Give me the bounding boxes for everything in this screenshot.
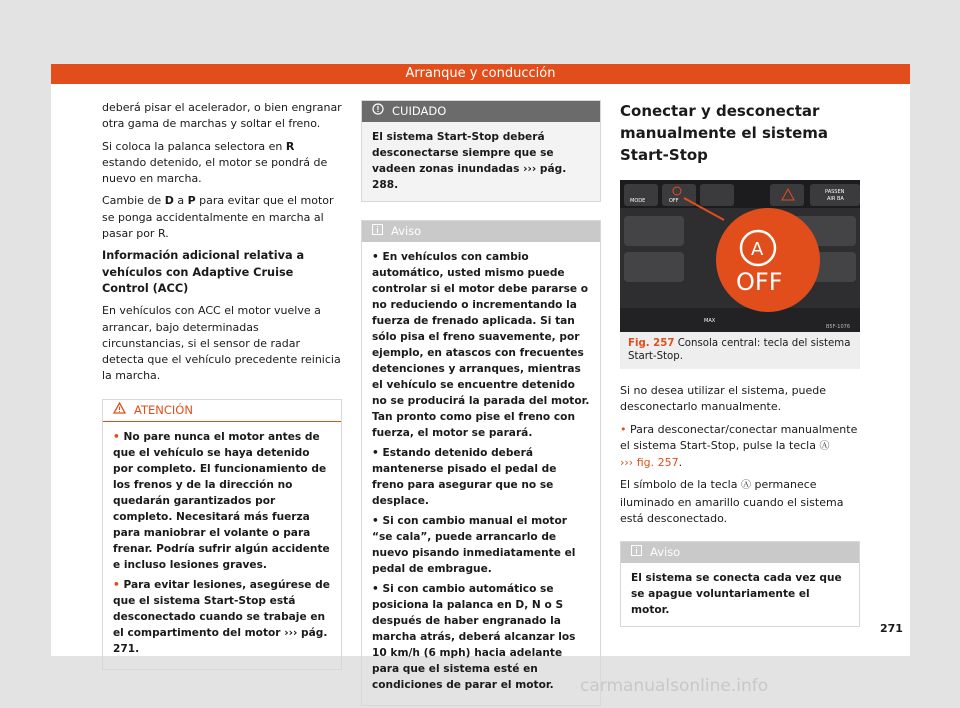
bullet-icon: • [113,430,120,443]
paragraph: Cambie de D a P para evitar que el motor se ponga accidentalmente en marcha al pasar por R. [102,194,334,241]
notice-header [621,542,859,563]
caution-box [361,100,601,202]
figure-link[interactable]: ››› fig. 257 [620,456,679,470]
notice-item: • En vehículos con cambio automático, usted mismo puede controlar si el motor debe pararse o no reduciendo o incrementando la fuerza de frenado aplicada. Si tan sólo pisa el freno suavemente, por ejemplo, en atascos con frecuentes detenciones y arranques, mientras el vehículo se encuentre detenido no se producirá la parada del motor. Tan pronto como pise el freno con fuerza, el motor se parará. [372,251,590,439]
big-off-label: OFF [736,268,783,296]
notice-item: • Estando detenido deberá mantenerse pisado el pedal de freno para asegurar que no se desplace. [372,447,557,507]
notice-header [362,221,600,242]
console-figure [620,180,860,332]
chapter-header: Arranque y conducción [51,64,910,84]
bullet-icon: • [372,515,379,527]
paragraph: deberá pisar el acelerador, o bien engranar otra gama de marchas y soltar el freno. [102,101,342,131]
caution-body: El sistema Start-Stop deberá desconectarse siempre que se vadeen zonas inundadas ››› pág. 288. [362,122,600,201]
mode-label: MODE [630,198,646,204]
warning-header [103,400,341,422]
column-1 [102,100,342,670]
start-stop-icon: Ⓐ [740,480,751,492]
paragraph: En vehículos con ACC el motor vuelve a arrancar, bajo determinadas circunstancias, si el sensor de radar detecta que el vehículo precedente reinicia la marcha. [102,304,341,383]
bullet-icon: • [372,447,379,459]
notice-box [361,220,601,706]
notice-item: • Si con cambio automático se posiciona la palanca en D, N o S después de haber engranado la marcha atrás, deberá alcanzar los 10 km/h (6 mph) hacia adelante para que el sistema esté en condiciones de parar el motor. [372,583,576,691]
notice-body [362,242,600,705]
section-title: Conectar y desconectar manualmente el sistema Start-Stop [620,102,829,164]
page-link[interactable]: ››› pág. 288 [372,163,567,191]
passenger-label: PASSEN [825,189,845,195]
subheading: Información adicional relativa a vehículos con Adaptive Cruise Control (ACC) [102,249,305,295]
notice-title: Aviso [650,545,681,560]
console-illustration [620,180,860,332]
figure-number: Fig. 257 [628,338,675,349]
bullet-icon: • [620,422,627,436]
off-label: OFF [669,198,679,204]
notice-box [620,541,860,627]
paragraph: • Para desconectar/conectar manualmente el sistema Start-Stop, pulse la tecla Ⓐ ››› fig. 257. [620,422,858,470]
warning-title: ATENCIÓN [134,402,193,417]
max-label: MAX [704,318,716,324]
warning-item: • Para evitar lesiones, asegúrese de que el sistema Start-Stop está desconectado cuando se trabaje en el compartimento del motor ››› pág. 271. [113,578,330,655]
caution-header [362,101,600,122]
svg-text:A: A [751,239,764,260]
caution-icon [372,101,384,122]
figure-caption-text: Consola central: tecla del sistema Start-Stop. [628,338,851,362]
warning-body [103,422,341,669]
page-number: 271 [880,622,903,635]
warning-triangle-icon [113,400,126,421]
warning-box [102,399,342,670]
paragraph: El símbolo de la tecla Ⓐ permanece iluminado en amarillo cuando el sistema está desconectado. [620,478,844,526]
figure-code: B5F-1076 [826,324,851,330]
notice-title: Aviso [391,224,422,238]
start-stop-icon: Ⓐ [819,440,830,452]
caution-title: CUIDADO [392,104,447,118]
bullet-icon: • [372,583,379,595]
warning-item: • No pare nunca el motor antes de que el vehículo se haya detenido por completo. El funcionamiento de los frenos y de la dirección no quedarán garantizados por completo. Necesitará más fuerza para maniobrar el volante o para frenar. Podría sufrir algún accidente e incluso lesiones graves. [113,430,330,571]
figure-caption [620,332,860,369]
paragraph: Si coloca la palanca selectora en R estando detenido, el motor se pondrá de nuevo en marcha. [102,139,328,186]
watermark: carmanualsonline.info [580,676,769,696]
info-icon [372,221,383,242]
column-3 [620,100,860,627]
bullet-icon: • [372,251,379,263]
column-2 [361,100,601,706]
notice-body: El sistema se conecta cada vez que se apague voluntariamente el motor. [631,572,842,617]
bullet-icon: • [113,578,120,591]
paragraph: Si no desea utilizar el sistema, puede desconectarlo manualmente. [620,384,827,414]
notice-item: • Si con cambio manual el motor “se cala”, puede arrancarlo de nuevo pisando inmediatamente el pedal de embrague. [372,515,576,575]
info-icon [631,542,642,563]
airbag-label: AIR BA [827,196,844,202]
page-link[interactable]: ››› pág. 271 [113,626,328,655]
